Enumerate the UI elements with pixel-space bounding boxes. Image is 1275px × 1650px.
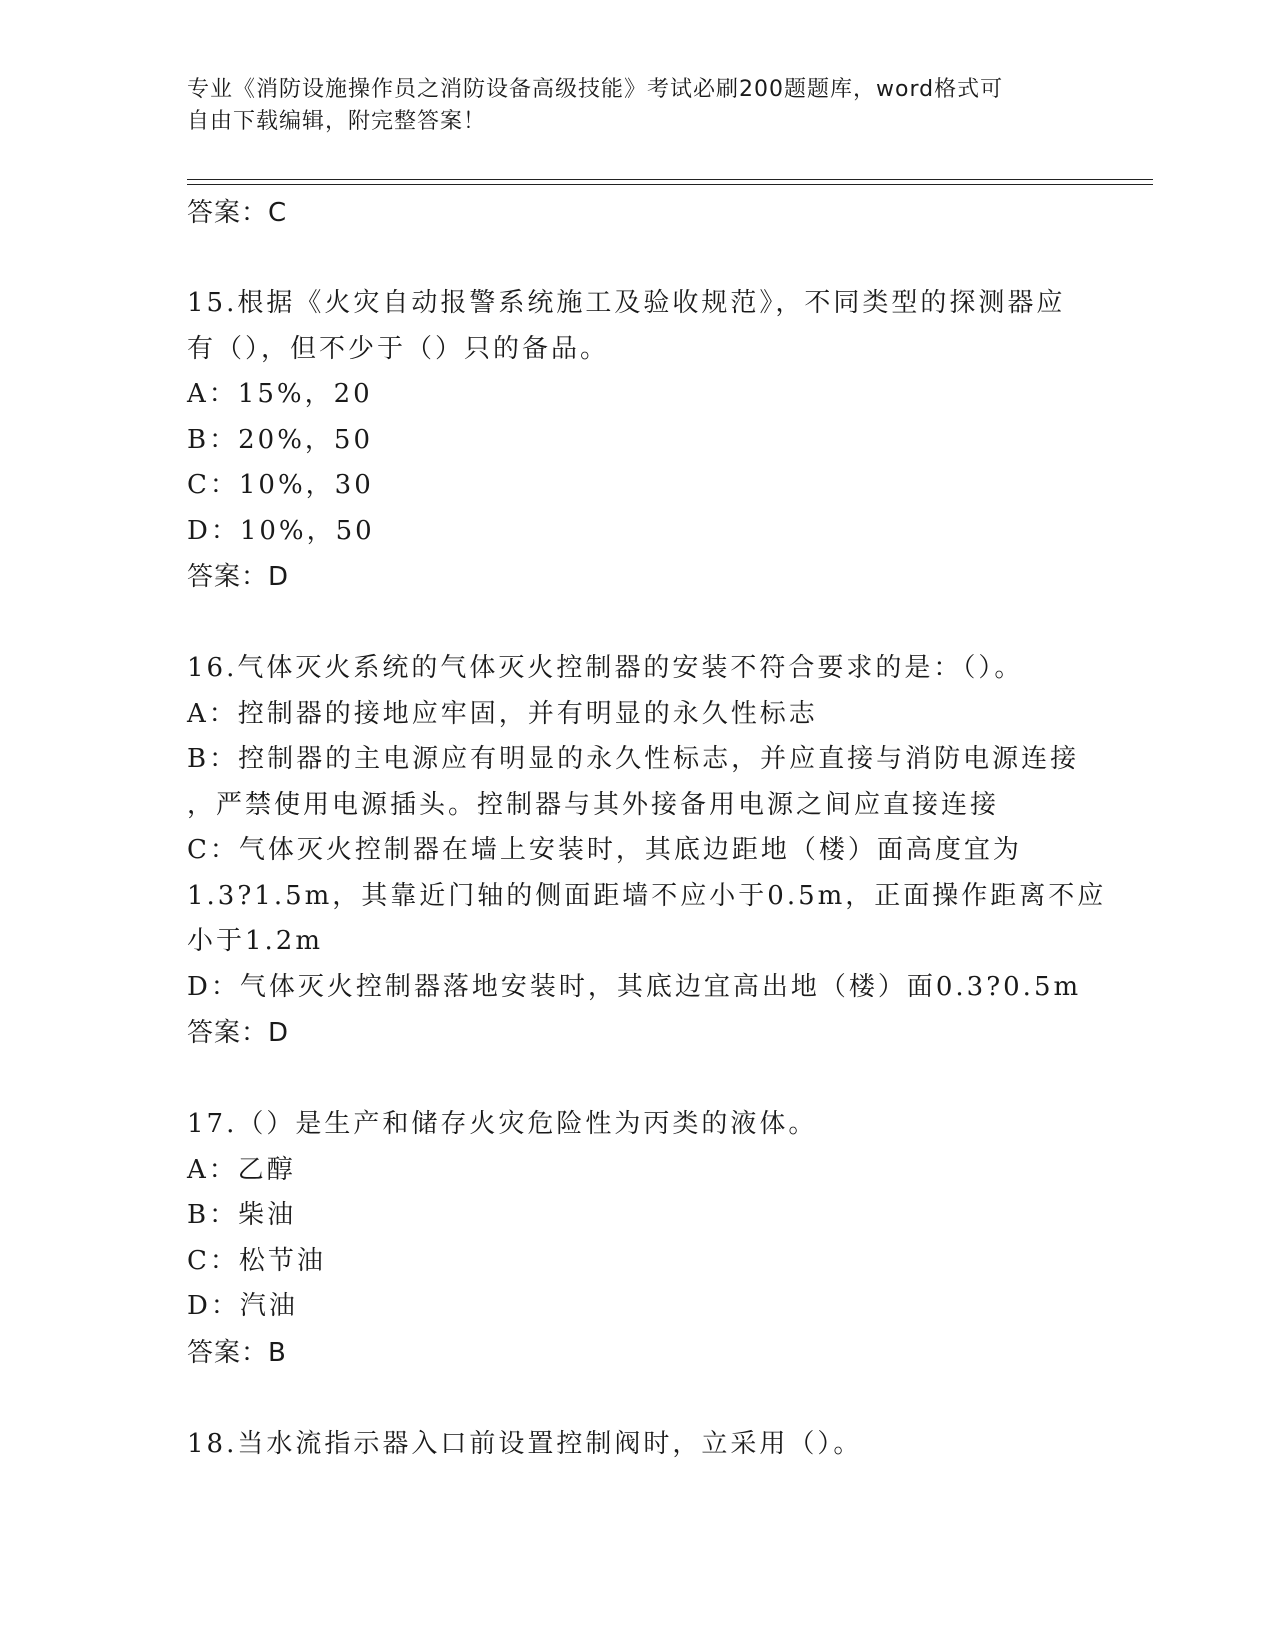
answer-line: 答案：B xyxy=(187,1337,287,1368)
option-c: C：气体灭火控制器在墙上安装时，其底边距地（楼）面高度宜为 xyxy=(187,835,1022,865)
question-stem: 18.当水流指示器入口前设置控制阀时，立采用（）。 xyxy=(187,1428,863,1459)
question-block-17 xyxy=(187,1102,1087,1376)
option-c: C：10%，30 xyxy=(187,470,374,500)
question-stem: 15.根据《火灾自动报警系统施工及验收规范》，不同类型的探测器应 xyxy=(187,288,1066,318)
option-c-continued: 1.3?1.5m，其靠近门轴的侧面距墙不应小于0.5m，正面操作距离不应 xyxy=(187,880,1107,911)
option-a: A：控制器的接地应牢固，并有明显的永久性标志 xyxy=(187,698,818,729)
option-d: D：气体灭火控制器落地安装时，其底边宜高出地（楼）面0.3?0.5m xyxy=(187,971,1082,1002)
question-stem: 有（），但不少于（）只的备品。 xyxy=(187,333,610,364)
option-b: B：控制器的主电源应有明显的永久性标志，并应直接与消防电源连接 xyxy=(187,744,1080,774)
header-rule-top xyxy=(187,179,1153,180)
question-stem: 17.（）是生产和储存火灾危险性为丙类的液体。 xyxy=(187,1109,818,1139)
option-b: B：20%，50 xyxy=(187,424,373,455)
answer-line: 答案：D xyxy=(187,1018,290,1048)
document-header xyxy=(187,74,1067,138)
option-c-continued: 小于1.2m xyxy=(187,926,324,956)
option-d: D：汽油 xyxy=(187,1291,298,1321)
question-content xyxy=(187,190,1107,1467)
option-b: B：柴油 xyxy=(187,1200,297,1230)
option-d: D：10%，50 xyxy=(187,515,375,546)
question-block-16 xyxy=(187,646,1107,1056)
option-c: C：松节油 xyxy=(187,1245,326,1276)
header-line-1: 专业《消防设施操作员之消防设备高级技能》考试必刷200题题库，word格式可 xyxy=(187,77,1004,102)
answer-line: 答案：D xyxy=(187,562,290,592)
question-block-15 xyxy=(187,281,1087,600)
option-b-continued: ，严禁使用电源插头。控制器与其外接备用电源之间应直接连接 xyxy=(187,789,1000,820)
option-a: A：乙醇 xyxy=(187,1154,296,1185)
option-a: A：15%，20 xyxy=(187,379,373,409)
header-rule-bottom xyxy=(187,184,1153,185)
question-stem: 16.气体灭火系统的气体灭火控制器的安装不符合要求的是：（）。 xyxy=(187,653,1024,683)
question-block-18 xyxy=(187,1422,1087,1468)
header-line-2: 自由下载编辑，附完整答案！ xyxy=(187,109,487,134)
answer-line: 答案：C xyxy=(187,198,288,228)
